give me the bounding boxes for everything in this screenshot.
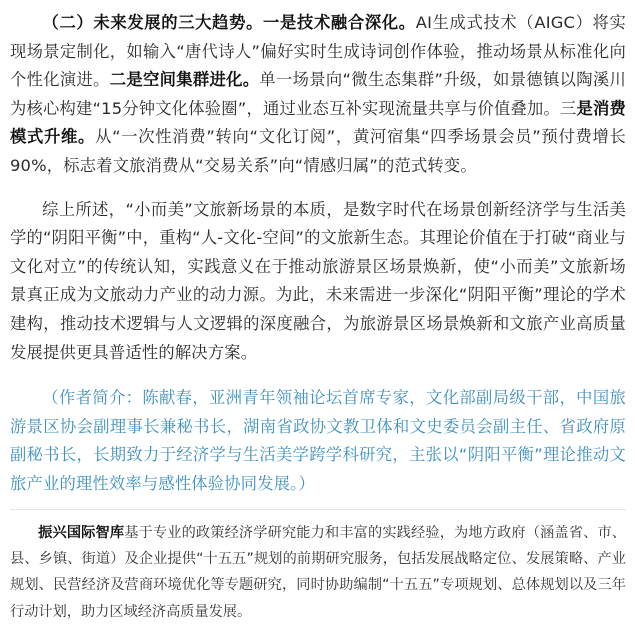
think-tank-footer: [10, 520, 626, 626]
org-name: 振兴国际智库: [38, 524, 125, 541]
trend-2-title: 二是空间集群进化。: [109, 70, 260, 90]
author-bio-paragraph: [10, 384, 626, 498]
conclusion-paragraph: [10, 196, 626, 368]
trend-3-title: 是消费模式升维。: [10, 98, 626, 147]
trends-heading: （二）未来发展的三大趋势。: [42, 13, 264, 32]
conclusion-text: 综上所述，“小而美”文旅新场景的本质，是数字时代在场景创新经济学与生活美学的“阴阳平衡”中，重构“人-文化-空间”的文旅新生态。其理论价值在于打破“商业与文化对立”的传统认知，实践意义在于推动旅游景区场景焕新，使“小而美”文旅新场景真正成为文旅动力产业的动力源。为此，未来需进一步深化“阴阳平衡”理论的学术建构，推动技术逻辑与人文逻辑的深度融合，为旅游景区场景焕新和文旅产业高质量发展提供更具普适性的解决方案。: [10, 199, 626, 362]
section-divider: [10, 509, 626, 510]
trend-1-body: AI生成式技术（AIGC）将实现场景定制化，如输入“唐代诗人”偏好实时生成诗词创作体验，推动场景从标准化向个性化演进。: [10, 13, 626, 90]
trend-2-body: 单一场景向“微生态集群”升级，如景德镇以陶溪川为核心构建“15分钟文化体验圈”，通过业态互补实现流量共享与价值叠加。三: [10, 70, 626, 118]
trends-paragraph: [10, 0, 626, 181]
trend-1-title: 一是技术融合深化。: [263, 13, 416, 32]
footer-text: 基于专业的政策经济学研究能力和丰富的实践经验，为地方政府（涵盖省、市、县、乡镇、街道）及企业提供“十五五”规划的前期研究服务，包括发展战略定位、发展策略、产业规划、民营经济及营商环境优化等专题研究，同时协助编制“十五五”专项规划、总体规划以及三年行动计划，助力区域经济高质量发展。: [10, 524, 626, 620]
author-bio-text: （作者简介：陈献春，亚洲青年领袖论坛首席专家，文化部副局级干部，中国旅游景区协会副理事长兼秘书长，湖南省政协文教卫体和文史委员会副主任、省政府原副秘书长，长期致力于经济学与生活美学跨学科研究，主张以“阴阳平衡”理论推动文旅产业的理性效率与感性体验协同发展。）: [10, 388, 626, 493]
trend-3-body: 从“一次性消费”转向“文化订阅”，黄河宿集“四季场景会员”预付费增长90%，标志着文旅消费从“交易关系”向“情感归属”的范式转变。: [10, 127, 626, 175]
article-body: [10, 0, 626, 639]
